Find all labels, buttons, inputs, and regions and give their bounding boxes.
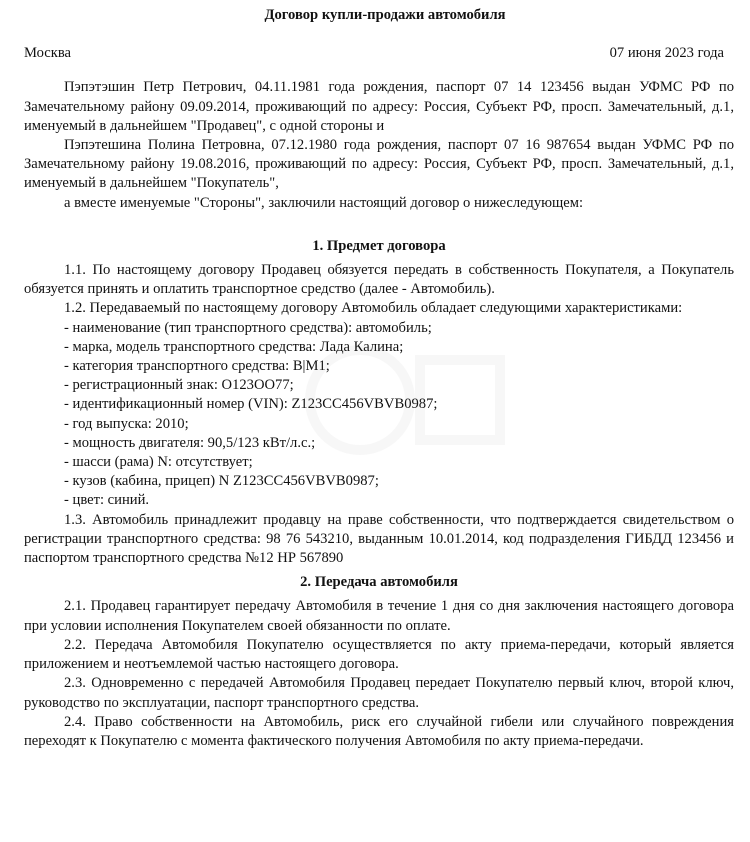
list-item: - мощность двигателя: 90,5/123 кВт/л.с.; (64, 434, 316, 451)
party-buyer: Пэпэтешина Полина Петровна, 07.12.1980 года рождения, паспорт 07 16 987654 выдан УФМС РФ по Замечательному району 19.08.2016, проживающий по адресу: Россия, Субъект РФ, просп. Замечательный, д.1, именуемый в дальнейшем "Покупатель", (24, 137, 734, 192)
parties-agreement: а вместе именуемые "Стороны", заключили настоящий договор о нижеследующем: (64, 194, 584, 211)
section-2-title: 2. Передача автомобиля (300, 574, 458, 591)
party-seller: Пэпэтэшин Петр Петрович, 04.11.1981 года рождения, паспорт 07 14 123456 выдан УФМС РФ по Замечательному району 09.09.2014, проживающий по адресу: Россия, Субъект РФ, просп. Замечательный, д.1, именуемый в дальнейшем "Продавец", с одной стороны и (24, 79, 734, 134)
section-1-title: 1. Предмет договора (312, 237, 446, 254)
clause-2-3: 2.3. Одновременно с передачей Автомобиля Продавец передает Покупателю первый ключ, второй ключ, руководство по эксплуатации, паспорт транспортного средства. (24, 675, 734, 711)
clause-1-2: 1.2. Передаваемый по настоящему договору Автомобиль обладает следующими характеристиками: (64, 300, 683, 317)
document-title: Договор купли-продажи автомобиля (264, 7, 506, 23)
list-item: - кузов (кабина, прицеп) N Z123CC456VBVB0987; (64, 473, 379, 490)
list-item: - регистрационный знак: О123ОО77; (64, 377, 294, 394)
list-item: - цвет: синий. (64, 492, 150, 509)
city: Москва (24, 45, 72, 62)
clause-1-1: 1.1. По настоящему договору Продавец обязуется передать в собственность Покупателя, а Покупатель обязуется принять и оплатить транспортное средство (далее - Автомобиль). (24, 262, 734, 298)
list-item: - шасси (рама) N: отсутствует; (64, 454, 253, 471)
clause-2-1: 2.1. Продавец гарантирует передачу Автомобиля в течение 1 дня со дня заключения настоящего договора при условии исполнения Покупателем своей обязанности по оплате. (24, 598, 734, 634)
clause-2-2: 2.2. Передача Автомобиля Покупателю осуществляется по акту приема-передачи, который является приложением и неотъемлемой частью настоящего договора. (24, 636, 734, 673)
clause-1-3: 1.3. Автомобиль принадлежит продавцу на праве собственности, что подтверждается свидетельством о регистрации транспортного средства: 98 76 543210, выданным 10.01.2014, код подразделения ГИБДД 123456 и паспортом транспортного средства №12 НР 567890 (24, 511, 734, 567)
characteristics-list (24, 319, 734, 511)
date: 07 июня 2023 года (609, 45, 724, 62)
clause-2-4: 2.4. Право собственности на Автомобиль, риск его случайной гибели или случайного повреждения переходят к Покупателю с момента фактического получения Автомобиля по акту приема-передачи. (24, 713, 734, 749)
list-item: - идентификационный номер (VIN): Z123CC456VBVB0987; (64, 396, 438, 413)
list-item: - наименование (тип транспортного средства): автомобиль; (64, 319, 432, 336)
list-item: - год выпуска: 2010; (64, 415, 189, 432)
city-date-row (24, 44, 734, 63)
list-item: - марка, модель транспортного средства: Лада Калина; (64, 338, 404, 355)
list-item: - категория транспортного средства: В|М1; (64, 358, 330, 375)
